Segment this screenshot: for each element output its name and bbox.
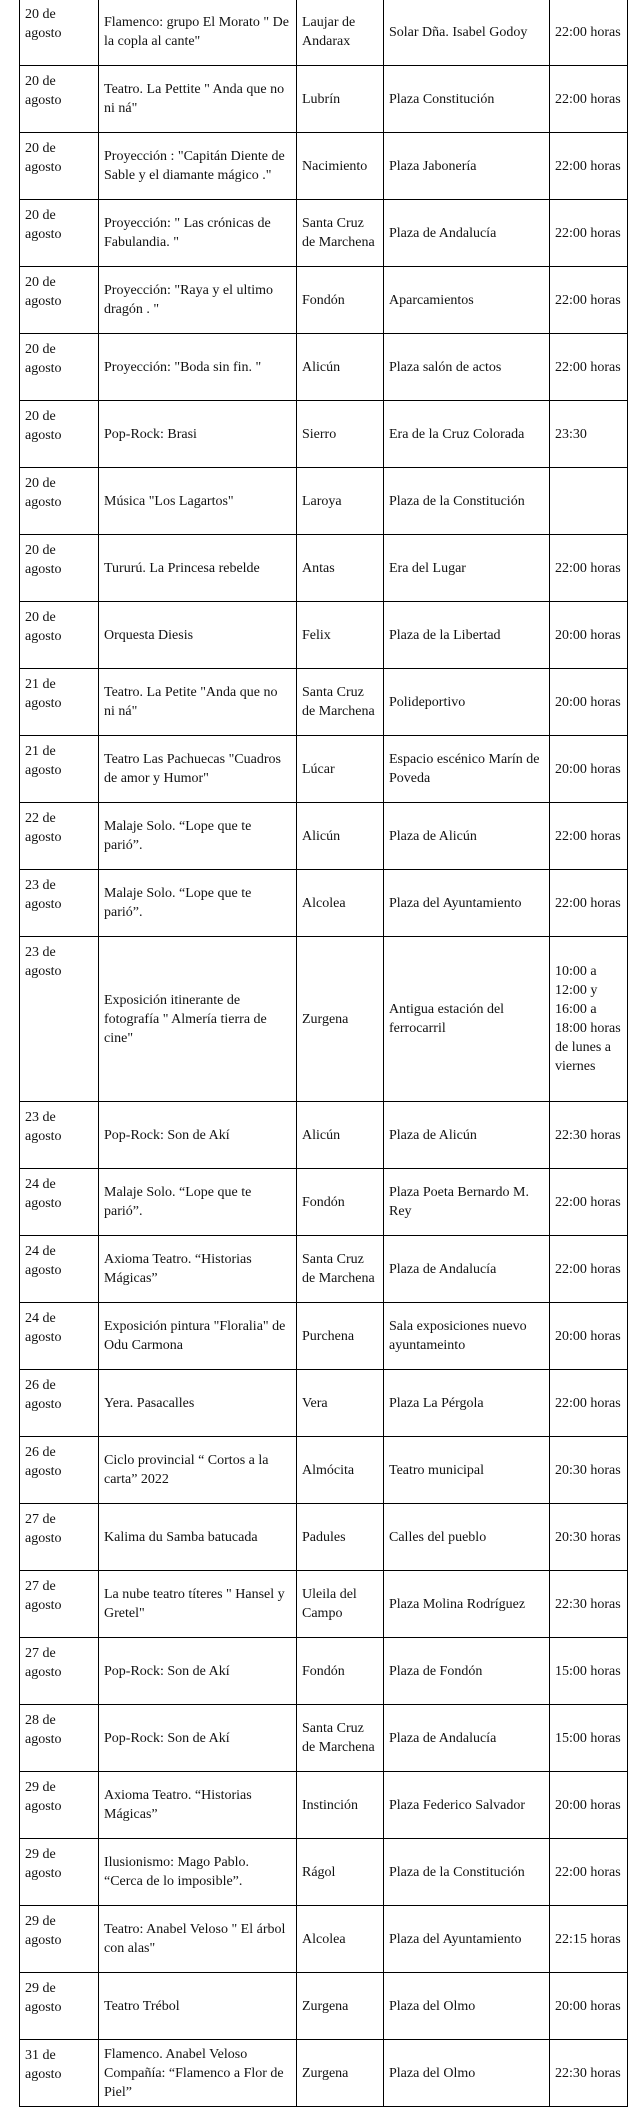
event-date-cell: 20 de agosto [20,267,99,334]
event-time-cell: 22:00 horas [550,1839,628,1906]
event-venue-cell: Era de la Cruz Colorada [384,401,550,468]
event-venue-cell: Aparcamientos [384,267,550,334]
event-town-cell: Instinción [297,1772,384,1839]
event-date-cell: 21 de agosto [20,736,99,803]
event-date-cell: 23 de agosto [20,937,99,1102]
event-venue-cell: Teatro municipal [384,1437,550,1504]
event-town-cell: Almócita [297,1437,384,1504]
table-row [20,870,628,937]
event-town-cell: Padules [297,1504,384,1571]
table-row [20,0,628,66]
event-venue-cell: Espacio escénico Marín de Poveda [384,736,550,803]
event-venue-cell: Solar Dña. Isabel Godoy [384,0,550,66]
event-time-cell: 22:15 horas [550,1906,628,1973]
event-venue-cell: Plaza La Pérgola [384,1370,550,1437]
table-row [20,535,628,602]
event-time-cell: 20:00 horas [550,1772,628,1839]
table-row [20,1236,628,1303]
table-row [20,1571,628,1638]
event-town-cell: Felix [297,602,384,669]
event-time-cell: 20:00 horas [550,669,628,736]
event-time-cell: 22:30 horas [550,1571,628,1638]
event-title-cell: Proyección: "Boda sin fin. " [99,334,297,401]
event-town-cell: Fondón [297,267,384,334]
event-venue-cell: Plaza del Ayuntamiento [384,1906,550,1973]
table-row [20,937,628,1102]
event-title-cell: Malaje Solo. “Lope que te parió”. [99,870,297,937]
event-time-cell: 20:00 horas [550,1303,628,1370]
event-town-cell: Rágol [297,1839,384,1906]
event-venue-cell: Plaza salón de actos [384,334,550,401]
table-row [20,2040,628,2107]
event-title-cell: Ciclo provincial “ Cortos a la carta” 2022 [99,1437,297,1504]
event-title-cell: Malaje Solo. “Lope que te parió”. [99,803,297,870]
event-time-cell: 15:00 horas [550,1638,628,1705]
table-row [20,1772,628,1839]
event-town-cell: Alicún [297,1102,384,1169]
event-time-cell: 20:30 horas [550,1504,628,1571]
event-time-cell: 22:00 horas [550,66,628,133]
event-date-cell: 20 de agosto [20,602,99,669]
event-date-cell: 31 de agosto [20,2040,99,2107]
event-date-cell: 29 de agosto [20,1772,99,1839]
event-town-cell: Vera [297,1370,384,1437]
event-venue-cell: Polideportivo [384,669,550,736]
event-town-cell: Antas [297,535,384,602]
event-venue-cell: Plaza de la Libertad [384,602,550,669]
event-time-cell: 10:00 a 12:00 y 16:00 a 18:00 horas de lunes a viernes [550,937,628,1102]
event-title-cell: Axioma Teatro. “Historias Mágicas” [99,1236,297,1303]
table-row [20,1839,628,1906]
event-time-cell: 22:00 horas [550,535,628,602]
table-row [20,1906,628,1973]
event-town-cell: Fondón [297,1638,384,1705]
event-time-cell: 22:00 horas [550,267,628,334]
event-date-cell: 20 de agosto [20,401,99,468]
event-title-cell: Proyección: " Las crónicas de Fabulandia. " [99,200,297,267]
event-date-cell: 20 de agosto [20,200,99,267]
table-row [20,1102,628,1169]
events-table-body [20,0,628,2107]
event-town-cell: Santa Cruz de Marchena [297,1236,384,1303]
event-town-cell: Laroya [297,468,384,535]
event-date-cell: 24 de agosto [20,1169,99,1236]
event-town-cell: Uleila del Campo [297,1571,384,1638]
event-title-cell: Pop-Rock: Son de Akí [99,1638,297,1705]
event-time-cell: 22:30 horas [550,2040,628,2107]
event-title-cell: Pop-Rock: Son de Akí [99,1705,297,1772]
event-time-cell: 15:00 horas [550,1705,628,1772]
event-venue-cell: Plaza Jabonería [384,133,550,200]
event-venue-cell: Calles del pueblo [384,1504,550,1571]
event-time-cell: 20:00 horas [550,736,628,803]
event-venue-cell: Plaza de la Constitución [384,468,550,535]
event-venue-cell: Plaza Poeta Bernardo M. Rey [384,1169,550,1236]
event-venue-cell: Plaza del Olmo [384,2040,550,2107]
event-date-cell: 20 de agosto [20,0,99,66]
event-title-cell: Pop-Rock: Brasi [99,401,297,468]
event-town-cell: Alcolea [297,870,384,937]
table-row [20,1303,628,1370]
event-date-cell: 27 de agosto [20,1638,99,1705]
table-row [20,334,628,401]
event-date-cell: 24 de agosto [20,1303,99,1370]
event-title-cell: Proyección : "Capitán Diente de Sable y el diamante mágico ." [99,133,297,200]
event-venue-cell: Plaza de Andalucía [384,1236,550,1303]
table-row [20,602,628,669]
event-date-cell: 21 de agosto [20,669,99,736]
table-row [20,401,628,468]
table-row [20,468,628,535]
event-venue-cell: Plaza del Olmo [384,1973,550,2040]
event-time-cell: 22:00 horas [550,870,628,937]
event-date-cell: 20 de agosto [20,535,99,602]
event-date-cell: 20 de agosto [20,468,99,535]
table-row [20,1705,628,1772]
event-title-cell: Ilusionismo: Mago Pablo. “Cerca de lo imposible”. [99,1839,297,1906]
event-title-cell: Yera. Pasacalles [99,1370,297,1437]
event-time-cell: 20:00 horas [550,602,628,669]
table-row [20,133,628,200]
table-row [20,66,628,133]
table-row [20,736,628,803]
event-date-cell: 27 de agosto [20,1504,99,1571]
event-title-cell: Teatro. La Pettite " Anda que no ni ná" [99,66,297,133]
event-title-cell: Flamenco: grupo El Morato " De la copla al cante" [99,0,297,66]
event-time-cell: 20:30 horas [550,1437,628,1504]
event-date-cell: 27 de agosto [20,1571,99,1638]
event-title-cell: Teatro. La Petite "Anda que no ni ná" [99,669,297,736]
event-title-cell: Flamenco. Anabel Veloso Compañía: “Flamenco a Flor de Piel” [99,2040,297,2107]
events-table [19,0,628,2107]
event-title-cell: Teatro Trébol [99,1973,297,2040]
event-venue-cell: Plaza de Fondón [384,1638,550,1705]
event-time-cell: 22:00 horas [550,133,628,200]
event-date-cell: 26 de agosto [20,1437,99,1504]
event-title-cell: Teatro Las Pachuecas "Cuadros de amor y Humor" [99,736,297,803]
event-time-cell: 22:00 horas [550,1370,628,1437]
event-venue-cell: Plaza de Alicún [384,1102,550,1169]
event-town-cell: Fondón [297,1169,384,1236]
event-date-cell: 24 de agosto [20,1236,99,1303]
event-date-cell: 22 de agosto [20,803,99,870]
event-time-cell: 22:00 horas [550,803,628,870]
event-date-cell: 29 de agosto [20,1973,99,2040]
table-row [20,803,628,870]
event-title-cell: Axioma Teatro. “Historias Mágicas” [99,1772,297,1839]
event-title-cell: Tururú. La Princesa rebelde [99,535,297,602]
event-time-cell: 22:00 horas [550,0,628,66]
event-town-cell: Nacimiento [297,133,384,200]
event-date-cell: 29 de agosto [20,1839,99,1906]
event-title-cell: Proyección: "Raya y el ultimo dragón . " [99,267,297,334]
event-town-cell: Santa Cruz de Marchena [297,1705,384,1772]
event-date-cell: 20 de agosto [20,66,99,133]
event-title-cell: Exposición pintura "Floralia" de Odu Carmona [99,1303,297,1370]
event-time-cell: 22:00 horas [550,334,628,401]
event-time-cell: 22:00 horas [550,1169,628,1236]
event-town-cell: Zurgena [297,2040,384,2107]
event-title-cell: Orquesta Diesis [99,602,297,669]
event-date-cell: 23 de agosto [20,870,99,937]
table-row [20,1169,628,1236]
event-time-cell [550,468,628,535]
event-venue-cell: Plaza del Ayuntamiento [384,870,550,937]
event-date-cell: 20 de agosto [20,334,99,401]
event-town-cell: Alcolea [297,1906,384,1973]
table-row [20,267,628,334]
event-time-cell: 23:30 [550,401,628,468]
event-date-cell: 26 de agosto [20,1370,99,1437]
event-time-cell: 22:00 horas [550,200,628,267]
event-time-cell: 22:00 horas [550,1236,628,1303]
event-title-cell: Música "Los Lagartos" [99,468,297,535]
event-venue-cell: Plaza de Andalucía [384,200,550,267]
event-venue-cell: Plaza Federico Salvador [384,1772,550,1839]
event-venue-cell: Plaza de Alicún [384,803,550,870]
event-town-cell: Lúcar [297,736,384,803]
event-town-cell: Sierro [297,401,384,468]
event-date-cell: 20 de agosto [20,133,99,200]
event-title-cell: Malaje Solo. “Lope que te parió”. [99,1169,297,1236]
table-row [20,669,628,736]
event-title-cell: Teatro: Anabel Veloso " El árbol con alas" [99,1906,297,1973]
event-town-cell: Laujar de Andarax [297,0,384,66]
event-title-cell: La nube teatro títeres " Hansel y Gretel" [99,1571,297,1638]
event-town-cell: Lubrín [297,66,384,133]
table-row [20,1638,628,1705]
event-title-cell: Pop-Rock: Son de Akí [99,1102,297,1169]
table-row [20,1437,628,1504]
event-town-cell: Zurgena [297,1973,384,2040]
table-row [20,1370,628,1437]
event-venue-cell: Plaza de Andalucía [384,1705,550,1772]
event-venue-cell: Era del Lugar [384,535,550,602]
event-title-cell: Exposición itinerante de fotografía " Almería tierra de cine" [99,937,297,1102]
event-date-cell: 23 de agosto [20,1102,99,1169]
event-title-cell: Kalima du Samba batucada [99,1504,297,1571]
event-time-cell: 20:00 horas [550,1973,628,2040]
event-town-cell: Alicún [297,803,384,870]
table-row [20,1504,628,1571]
event-town-cell: Alicún [297,334,384,401]
event-venue-cell: Sala exposiciones nuevo ayuntameinto [384,1303,550,1370]
event-town-cell: Santa Cruz de Marchena [297,669,384,736]
event-town-cell: Zurgena [297,937,384,1102]
event-venue-cell: Antigua estación del ferrocarril [384,937,550,1102]
event-venue-cell: Plaza Constitución [384,66,550,133]
event-date-cell: 29 de agosto [20,1906,99,1973]
table-row [20,200,628,267]
event-date-cell: 28 de agosto [20,1705,99,1772]
event-venue-cell: Plaza Molina Rodríguez [384,1571,550,1638]
event-time-cell: 22:30 horas [550,1102,628,1169]
event-venue-cell: Plaza de la Constitución [384,1839,550,1906]
event-town-cell: Santa Cruz de Marchena [297,200,384,267]
table-row [20,1973,628,2040]
event-town-cell: Purchena [297,1303,384,1370]
